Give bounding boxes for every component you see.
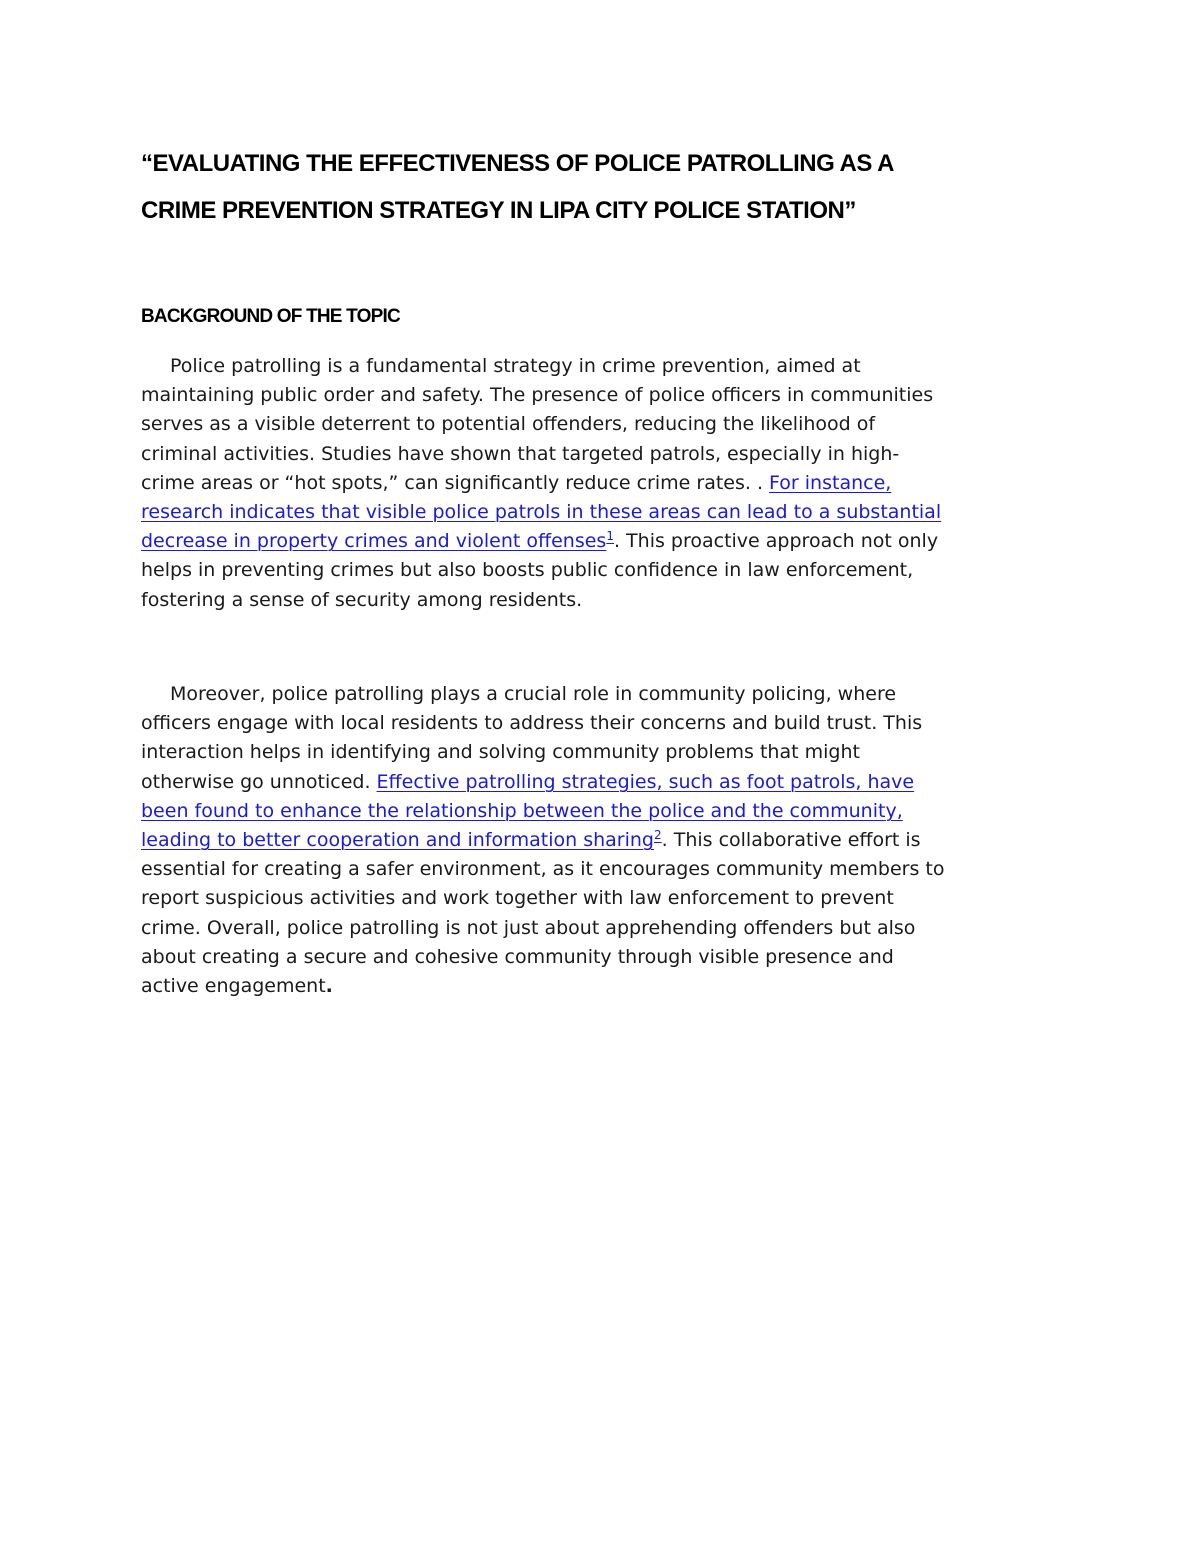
paragraph-line — [141, 972, 1071, 1001]
section-heading: BACKGROUND OF THE TOPIC — [141, 306, 400, 327]
paragraph-line: officers engage with local residents to address their concerns and build trust. This — [141, 712, 923, 735]
paragraph-line: maintaining public order and safety. The presence of police officers in communities — [141, 384, 934, 407]
paragraph-line — [141, 527, 1071, 556]
final-period: . — [325, 975, 333, 998]
paragraph-line: essential for creating a safer environment, as it encourages community members to — [141, 858, 945, 881]
paragraph-line: Moreover, police patrolling plays a crucial role in community policing, where — [170, 683, 897, 705]
paragraph-line: Police patrolling is a fundamental strategy in crime prevention, aimed at — [170, 355, 861, 377]
paragraph-text: . This collaborative effort is — [661, 829, 921, 852]
paragraph-line: report suspicious activities and work together with law enforcement to prevent — [141, 887, 894, 910]
paragraph-text: active engagement — [141, 975, 326, 998]
paragraph-text: otherwise go unnoticed. — [141, 770, 377, 793]
citation-link-1a[interactable]: For instance, — [769, 471, 892, 494]
paragraph-2 — [141, 680, 1071, 1001]
paragraph-text: crime areas or “hot spots,” can significantly reduce crime rates. . — [141, 471, 770, 494]
paragraph-line: helps in preventing crimes but also boosts public confidence in law enforcement, — [141, 559, 914, 582]
title-line-1: “EVALUATING THE EFFECTIVENESS OF POLICE PATROLLING AS A — [141, 150, 894, 177]
citation-link-2a[interactable]: Effective patrolling strategies, such as foot patrols, have — [376, 770, 915, 793]
citation-link-2c[interactable]: leading to better cooperation and information sharing — [141, 829, 654, 852]
paragraph-line — [141, 768, 1071, 797]
paragraph-line: serves as a visible deterrent to potential offenders, reducing the likelihood of — [141, 413, 876, 436]
paragraph-line: about creating a secure and cohesive community through visible presence and — [141, 945, 894, 968]
paragraph-line: crime. Overall, police patrolling is not just about apprehending offenders but also — [141, 916, 916, 939]
paragraph-line: criminal activities. Studies have shown that targeted patrols, especially in high- — [141, 442, 900, 465]
document-title — [141, 140, 1081, 234]
paragraph-1 — [141, 352, 1071, 615]
paragraph-line — [141, 826, 1071, 855]
citation-link-1c[interactable]: decrease in property crimes and violent offenses — [141, 530, 607, 553]
paragraph-line — [141, 498, 1071, 527]
paragraph-line: fostering a sense of security among residents. — [141, 588, 583, 611]
paragraph-text: . This proactive approach not only — [613, 530, 939, 553]
paragraph-line — [141, 797, 1071, 826]
paragraph-line: interaction helps in identifying and solving community problems that might — [141, 741, 860, 764]
footnote-ref-1[interactable]: 1 — [606, 529, 614, 544]
footnote-ref-2[interactable]: 2 — [654, 828, 662, 843]
title-line-2: CRIME PREVENTION STRATEGY IN LIPA CITY POLICE STATION” — [141, 197, 856, 224]
citation-link-1b[interactable]: research indicates that visible police patrols in these areas can lead to a substantial — [141, 501, 942, 524]
paragraph-line — [141, 469, 1071, 498]
citation-link-2b[interactable]: been found to enhance the relationship between the police and the community, — [141, 799, 903, 822]
